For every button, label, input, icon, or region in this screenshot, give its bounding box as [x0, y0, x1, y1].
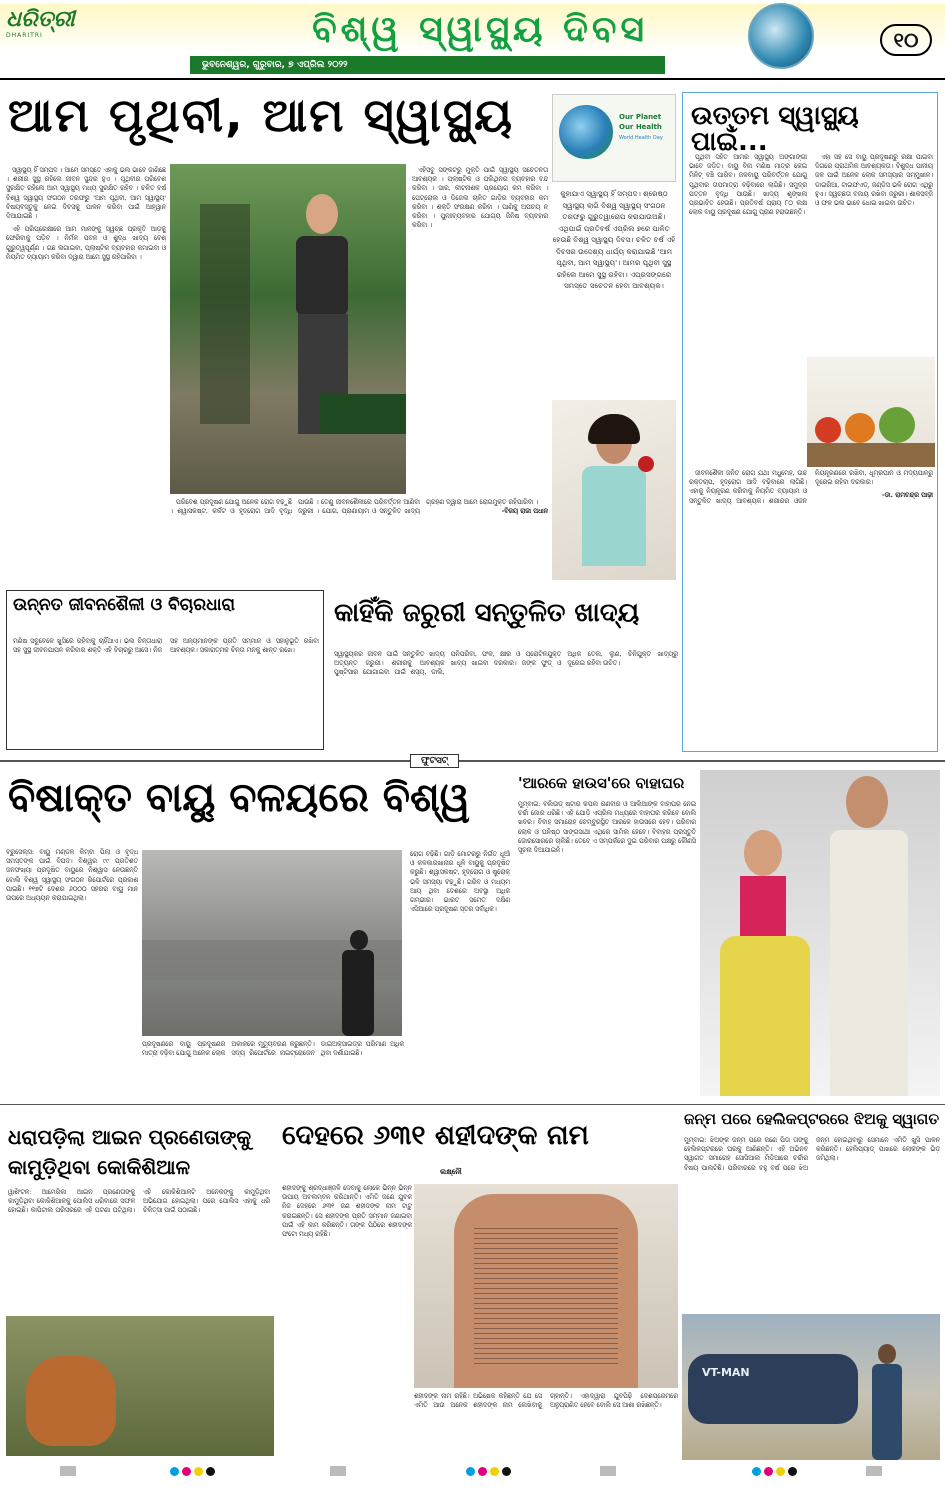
right-byline: -ଡା. ରାମଚନ୍ଦ୍ର ପାଢ଼ୀ: [881, 492, 933, 500]
poster-box: [552, 94, 676, 394]
lead-body-3: ଏହିସବୁ ସଙ୍କଟରୁ ମୁକ୍ତି ପାଇଁ ସ୍ୱାସ୍ଥ୍ୟ ସଚେତନତା ଆବଶ୍ୟକ । ପ୍ଲାଷ୍ଟିକ ଓ ପଲିଥିନର ବ୍ୟବହାର ବନ୍ଦ କରିବା । ସାର, କୀଟନାଶକ ପ୍ରୟୋଗ କମ କରିବା । ପେଟ୍ରୋଲ ଓ ଡିଜେଲ ଚାଳିତ ଗାଡ଼ିର ବ୍ୟବହାର କମ କରିବା । ଶକ୍ତି ସଂରକ୍ଷଣ କରିବା । ପାଣିକୁ ଅପଚୟ ନ କରିବା । ପୁନଃବ୍ୟବହାର ଯୋଗ୍ୟ ଜିନିଷ ବ୍ୟବହାର କରିବା ।: [412, 167, 548, 230]
lead-column-bottom: [170, 498, 548, 582]
right-headline: ଉତ୍ତମ ସ୍ୱାସ୍ଥ୍ୟ ପାଇଁ...: [691, 101, 859, 157]
dateline-bar: [190, 56, 665, 74]
lead-column-3: [412, 166, 548, 496]
tattoo-dateline: ଲକ୍ଷ୍ନୌ: [440, 1168, 462, 1176]
lead-photo-exercise: [170, 164, 406, 494]
page-number: ୧୦: [880, 24, 932, 56]
tattooed-back: [454, 1194, 638, 1388]
fox-figure: [26, 1356, 116, 1446]
heli-headline: ଜନ୍ମ ପରେ ହେଲିକପ୍ଟରରେ ଝିଅକୁ ସ୍ୱାଗତ: [684, 1110, 940, 1128]
fox-headline: ଧରାପଡ଼ିଲା ଆଇନ ପ୍ରଣେତାଙ୍କୁ କାମୁଡ଼ିଥିବା କୋକିଶିଆଳ: [8, 1125, 252, 1179]
poster-image: [552, 94, 676, 182]
lead-byline: -ବିଜୟ ରାଜା ପଧାନ: [501, 508, 548, 516]
lead-column-1: [6, 166, 166, 586]
logo-text: ଧରିତ୍ରୀ: [6, 6, 75, 32]
lifestyle-body: ମଣିଷ ସବୁବେଳେ ଖୁସିରେ ରହିବାକୁ ଚାହିଁଥାଏ। ଭଲ ଚିନ୍ତାଧାରା ସହ ସୁସ୍ଥ ଜୀବନଯାପନ କରିବାର ଶକ୍ତି ଏହି ବିଚାରରୁ ଆସେ। ନିଜ ସହ ଅନ୍ୟମାନଙ୍କ ପ୍ରତି ସମ୍ମାନ ଓ ସହାନୁଭୂତି ରଖିବା ଆବଶ୍ୟକ। ସକାରାତ୍ମକ ଚିନ୍ତା ମନକୁ ଶାନ୍ତ ରଖେ।: [13, 638, 319, 655]
vegetables-photo: [807, 357, 935, 467]
tattoo-body-1: ଶହୀଦଙ୍କୁ ଶ୍ରଦ୍ଧାଞ୍ଜଳି ଦେବାକୁ ଲୋକେ ଭିନ୍ନ ଭିନ୍ନ ଉପାୟ ଅବଲମ୍ବନ କରିଥାନ୍ତି। ଏମିତି ଜଣେ ଯୁବକ ନିଜ ଦେହରେ ୬୩୧ ଜଣ ଶହୀଦଙ୍କ ନାମ ଟାଟୁ କରାଇଛନ୍ତି। ସେ ଶହୀଦଙ୍କ ପ୍ରତି ସମ୍ମାନ ଜଣାଇବା ପାଇଁ ଏହି କାମ କରିଛନ୍ତି। ତାଙ୍କ ପିଠିରେ ଶହୀଦଙ୍କ ଫଟୋ ମଧ୍ୟ ରହିଛି।: [282, 1185, 412, 1239]
right-panel: [682, 92, 938, 752]
air-body-2: ରୋଗ ବଢ଼ିଛି। ଗାଡ଼ି ମୋଟରରୁ ନିର୍ଗତ ଧୂଆଁ ଓ କଳକାରଖାନାର ଧୂଳି ବାୟୁକୁ ପ୍ରଦୂଷିତ କରୁଛି। ଶ୍ୱାସକଷ୍ଟ, ହୃଦ୍‌ରୋଗ ଓ ଷ୍ଟ୍ରୋକ୍ ଭଳି ସମସ୍ୟା ବଢ଼ୁଛି। ଗରିବ ଓ ମଧ୍ୟମ ଆୟ ଥିବା ଦେଶରେ ଅବସ୍ଥା ଅଧିକ ଗମ୍ଭୀର। ଭାରତ ସମେତ ଦକ୍ଷିଣ ଏସିଆରେ ପ୍ରଦୂଷଣ ସ୍ତର ସର୍ବାଧିକ।: [410, 851, 510, 914]
tattoo-headline: ଦେହରେ ୬୩୧ ଶହୀଦଙ୍କ ନାମ: [282, 1120, 589, 1151]
heli-body: ମୁମ୍ବାଇ: ଝିଅଙ୍କ ଜନ୍ମ ପରେ ଜଣେ ପିତା ତାଙ୍କୁ ହେଲିକପ୍ଟରରେ ଘରକୁ ଆଣିଛନ୍ତି। ଏହି ଅଭିନବ ସ୍ୱାଗତ ସମାରୋହ ସୋସିଆଲ ମିଡିଆରେ ଚର୍ଚ୍ଚାର ବିଷୟ ପାଲଟିଛି। ପରିବାରରେ ବହୁ ବର୍ଷ ପରେ ଝିଅ ଜନ୍ମ ହୋଇଥିବାରୁ ସେମାନେ ଏମିତି ଖୁସି ପାଳନ କରିଛନ୍ତି। ହେଲିପ୍ୟାଡ୍ ପାଖରେ ଲୋକଙ୍କ ଭିଡ଼ ଜମିଥିଲା।: [684, 1137, 940, 1172]
woman-apple-photo: [552, 400, 676, 580]
man-figure: [822, 776, 914, 1096]
poster-line-2: Our Health: [619, 123, 662, 131]
air-body-3: ପ୍ରଦୂଷଣରେ ବାୟୁ ପ୍ରଦୂଷଣର ମାତ୍ରା ବଢ଼ିବା ଯୋଗୁ ଅନେକ ଲୋକ ଅକାଳରେ ମୃତ୍ୟୁବରଣ କରୁଛନ୍ତି। ସଦ୍ୟ ରିପୋର୍ଟରେ ନାଇଟ୍ରୋଜେନ ଡାଇଅକ୍ସାଇଡ୍‌ର ପରିମାଣ ଅଧିକ ଥିବା ଦର୍ଶାଯାଇଛି।: [142, 1041, 404, 1058]
park-bench: [320, 394, 406, 434]
globe-icon: [748, 3, 814, 69]
couple-photo: [700, 770, 940, 1096]
lead-body-1: ସ୍ୱାସ୍ଥ୍ୟ ହିଁ ସମ୍ପଦ । ଆମେ ସମସ୍ତେ ଏହାକୁ ଭଲ ଭାବେ ଜାଣିଛେ । ଶରୀର ସୁସ୍ଥ ରହିଲେ ଜୀବନ ସୁନ୍ଦର ହୁଏ । ପୃଥିବୀର ପରିବେଶ ସୁରକ୍ଷିତ ରହିଲେ ଆମ ସ୍ୱାସ୍ଥ୍ୟ ମଧ୍ୟ ସୁରକ୍ଷିତ ରହିବ । ଚଳିତ ବର୍ଷ ବିଶ୍ୱ ସ୍ୱାସ୍ଥ୍ୟ ସଂଗଠନ ତରଫରୁ 'ଆମ ପୃଥିବୀ, ଆମ ସ୍ୱାସ୍ଥ୍ୟ' ବିଷୟବସ୍ତୁକୁ ନେଇ ଦିବସକୁ ପାଳନ କରିବା ପାଇଁ ଆହ୍ୱାନ ଦିଆଯାଇଛି ।: [6, 167, 166, 221]
dateline: ଭୁବନେଶ୍ୱର, ଗୁରୁବାର, ୭ ଏପ୍ରିଲ ୨୦୨୨: [202, 60, 348, 70]
man-silhouette: [338, 930, 378, 1036]
smog-photo: [142, 850, 402, 1036]
celeb-headline: 'ଆରକେ ହାଉସ'ରେ ବାହାଘର: [518, 774, 685, 792]
band-label: ଫୁଟସଟ୍: [410, 754, 459, 768]
planet-stethoscope-icon: [559, 105, 613, 159]
logo: [6, 6, 76, 46]
right-body-3: ଜୀବନଶୈଳୀ ଜନିତ ରୋଗ ଯଥା ମଧୁମେହ, ଉଚ୍ଚ ରକ୍ତଚାପ, ହୃଦ୍‌ରୋଗ ଆଦି ବଢ଼ିବାରେ ଲାଗିଛି। ଏହାକୁ ନିୟନ୍ତ୍ରଣ କରିବାକୁ ନିୟମିତ ବ୍ୟାୟାମ ଓ ସନ୍ତୁଳିତ ଖାଦ୍ୟ ଆବଶ୍ୟକ। ଶରୀରର ଓଜନ ନିୟନ୍ତ୍ରଣରେ ରଖିବା, ଧୂମ୍ରପାନ ଓ ମଦ୍ୟପାନରୁ ଦୂରେଇ ରହିବା ଦରକାର।: [689, 470, 933, 505]
right-text-bottom: [689, 469, 933, 747]
masthead-rule: [0, 78, 945, 80]
fox-photo: [6, 1316, 274, 1456]
fox-body: ୱାଶିଂଟନ: ଆମେରିକା ଆଇନ ପ୍ରଣେତାଙ୍କୁ କାମୁଡ଼ିଥିବା କୋକିଶିଆଳକୁ ପୋଲିସ ଧରିବାରେ ସଫଳ ହୋଇଛି। କାପିଟାଲ ପରିସରରେ ଏହି ଘଟଣା ଘଟିଥିଲା। ଏହି କୋକିଶିଆଳଟି ଅନେକଙ୍କୁ କାମୁଡ଼ିଥିବା ଅଭିଯୋଗ ହୋଇଥିଲା। ପରେ ପୋଲିସ ଏହାକୁ ଧରି ଚିକିତ୍ସା ପାଇଁ ପଠାଇଛି।: [8, 1189, 270, 1215]
right-body-1: ପୃଥିବୀ ସହିତ ଆମର ସ୍ୱାସ୍ଥ୍ୟ ଅଙ୍ଗାଙ୍ଗୀ ଭାବେ ଜଡ଼ିତ। ବାୟୁ ବିନା ମଣିଷ ମାତ୍ର କେଇ ମିନିଟ୍ ବଞ୍ଚି ପାରିବ। ଜଳବାୟୁ ପରିବର୍ତ୍ତନ ଯୋଗୁ ପୃଥିବୀର ତାପମାତ୍ରା ବଢ଼ିବାରେ ଲାଗିଛି। ସମୁଦ୍ର ପତ୍ତନ ବୃଦ୍ଧି ପାଉଛି। ଖାଦ୍ୟ ଶୃଙ୍ଖଳା ପ୍ରଭାବିତ ହେଉଛି। ପ୍ରତିବର୍ଷ ପ୍ରାୟ ୮୦ ଲକ୍ଷ ଲୋକ ବାୟୁ ପ୍ରଦୂଷଣ ଯୋଗୁ ପ୍ରାଣ ହରାଉଛନ୍ତି।: [689, 154, 807, 217]
helicopter-photo: [682, 1314, 940, 1460]
box-text: କୁହାଯାଏ ସ୍ୱାସ୍ଥ୍ୟ ହିଁ ସମ୍ପଦ। ଶ୍ରେଷ୍ଠ ସ୍ୱାସ୍ଥ୍ୟ ଲାଗି ବିଶ୍ୱ ସ୍ୱାସ୍ଥ୍ୟ ସଂଗଠନ ତରଫରୁ ଗୁରୁତ୍ୱାରୋପ କରାଯାଉଅଛି। ଏଥିପାଇଁ ପ୍ରତିବର୍ଷ ଏପ୍ରିଲ ୭ରେ ପାଳିତ ହେଉଛି ବିଶ୍ୱ ସ୍ୱାସ୍ଥ୍ୟ ଦିବସ। ଚଳିତ ବର୍ଷ ଏହି ଦିବସର ଉଦ୍ଦେଶ୍ୟ ଧାର୍ଯ୍ୟ କରାଯାଇଛି 'ଆମ ପୃଥିବୀ, ଆମ ସ୍ୱାସ୍ଥ୍ୟ'। ଆମର ପୃଥିବୀ ସୁସ୍ଥ ରହିଲେ ଆମେ ସୁସ୍ଥ ରହିବା। ଏପ୍ରସଙ୍ଗରେ ସମସ୍ତେ ସଚେତନ ହେବା ଆବଶ୍ୟକ।: [552, 189, 676, 290]
lead-headline: ଆମ ପୃଥିବୀ, ଆମ ସ୍ୱାସ୍ଥ୍ୟ: [8, 88, 515, 142]
heli-reg: VT-MAN: [702, 1366, 750, 1379]
lifestyle-headline: ଉନ୍ନତ ଜୀବନଶୈଳୀ ଓ ବିଚାରଧାରା: [13, 595, 236, 615]
celeb-body: ମୁମ୍ବାଇ: ବଲିଉଡ୍ ଷ୍ଟାର କପଲ ରଣବୀର ଓ ଆଲିଆଙ୍କ ବାହାଘର ନେଇ ଚର୍ଚ୍ଚା ଜୋର ଧରିଛି। ଏହି ଯୋଡ଼ି ଏପ୍ରିଲ ମଧ୍ୟରେ ବାହାଘର କରିବେ ବୋଲି ଖବର। ବିବାହ ସମାରୋହ ଚେମ୍ବୁରସ୍ଥିତ ଆରକେ ହାଉସରେ ହେବ। ପରିବାର ଲୋକ ଓ ଘନିଷ୍ଠ ସାଙ୍ଗସାଥୀ ଏଥିରେ ସାମିଲ ହେବେ। ବିବାହର ପ୍ରସ୍ତୁତି ଜୋରସୋରରେ ଚାଲିଛି। ତେବେ ଏ ସମ୍ପର୍କରେ ଦୁଇ ପରିବାର ପକ୍ଷରୁ କୌଣସି ସୂଚନା ଦିଆଯାଇନି।: [518, 801, 696, 855]
lifestyle-box: [6, 590, 324, 750]
logo-sub: DHARITRI: [6, 32, 43, 39]
lead-body-4: ପରିବେଶ ପ୍ରଦୂଷଣ ଯୋଗୁ ଅନେକ ରୋଗ ବଢ଼ୁଛି । ଶ୍ୱାସକଷ୍ଟ, କର୍କଟ ଓ ହୃଦ୍‌ରୋଗ ଆଦି ବୃଦ୍ଧି ପାଉଛି । ତେଣୁ ଜୀବନଶୈଳୀରେ ପରିବର୍ତ୍ତନ ଆଣିବା ଜରୁରୀ । ଯୋଗ, ପ୍ରାଣାୟାମ ଓ ସନ୍ତୁଳିତ ଖାଦ୍ୟ ଗ୍ରହଣ ଦ୍ୱାରା ଆମେ ରୋଗମୁକ୍ତ ରହିପାରିବା ।: [170, 499, 539, 516]
tattoo-back-photo: [414, 1184, 678, 1388]
diet-headline: କାହିଁକି ଜରୁରୀ ସନ୍ତୁଳିତ ଖାଦ୍ୟ: [334, 598, 640, 628]
right-body-2: ଏହା ସହ ସେ ବାୟୁ ପ୍ରଦୂଷଣରୁ ରକ୍ଷା ପାଇବା ଦିଗରେ ପ୍ରାଥମିକ ଆବଶ୍ୟକତା। ବିଶୁଦ୍ଧ ପାନୀୟ ଜଳ ପାଇଁ ଅନେକ ଲୋକ ସମସ୍ୟାର ସମ୍ମୁଖୀନ। ଡାଇରିଆ, ଟାଇଫଏଡ୍, ଜଣ୍ଡିସ ଭଳି ରୋଗ ଏଥିରୁ ହୁଏ। ସ୍ୱଚ୍ଛତା ବଜାୟ ରଖିବା ଜରୁରୀ। ଶାକସବ୍ଜି ଓ ଫଳ ଭଲ ଭାବେ ଧୋଇ ଖାଇବା ଉଚିତ।: [815, 154, 933, 208]
air-headline: ବିଷାକ୍ତ ବାୟୁ ବଳୟରେ ବିଶ୍ୱ: [8, 775, 470, 821]
bottom-rule: [0, 1104, 945, 1105]
section-title: ବିଶ୍ୱ ସ୍ୱାସ୍ଥ୍ୟ ଦିବସ: [312, 9, 648, 50]
air-body-1: ବ୍ରୁସେଲ୍ସ: ବାୟୁ ମଣ୍ଡଳ କିମ୍ବା ପିଲା ଓ ବୃଦ୍ଧ ସମସ୍ତଙ୍କ ପାଇଁ ବିପଦ। ବିଶ୍ୱର ୯୯ ପ୍ରତିଶତ ଜନସଂଖ୍ୟା ପ୍ରଦୂଷିତ ବାୟୁରେ ନିଶ୍ୱାସ ନେଉଛନ୍ତି ବୋଲି ବିଶ୍ୱ ସ୍ୱାସ୍ଥ୍ୟ ସଂଗଠନ ରିପୋର୍ଟରେ ପ୍ରକାଶ ପାଇଛି। ୧୧୭ଟି ଦେଶର ୬୦୦୦ ସହରର ବାୟୁ ମାନ ଉପରେ ଅଧ୍ୟୟନ କରାଯାଇଥିଲା।: [6, 849, 138, 903]
apple-icon: [638, 456, 654, 472]
diet-body: ସ୍ୱାସ୍ଥ୍ୟକର ଜୀବନ ପାଇଁ ସନ୍ତୁଳିତ ଖାଦ୍ୟ ଅତ୍ୟନ୍ତ ଜରୁରୀ। ଶରୀରକୁ ଆବଶ୍ୟକ ପୁଷ୍ଟିସାର ଯୋଗାଇବା ପାଇଁ ଶସ୍ୟ, ଡାଲି, ପନିପରିବା, ଫଳ, କ୍ଷୀର ଓ ପ୍ରୋଟିନଯୁକ୍ତ ଖାଦ୍ୟ ଖାଇବା ଦରକାର। ଜଙ୍କ ଫୁଡ୍ ଓ ଅଧିକ ତେଲ, ଲୁଣ, ଚିନିଯୁକ୍ତ ଖାଦ୍ୟରୁ ଦୂରେଇ ରହିବା ଉଚିତ।: [334, 651, 678, 677]
man-with-baby: [868, 1344, 906, 1460]
tattoo-body-2: ଶହୀଦଙ୍କ ନାମ ରହିଛି। ଅଭିଷେକ କହିଛନ୍ତି ଯେ ସେ ଏମିତି ଆଉ ଅନେକ ଶହୀଦଙ୍କ ନାମ ଲେଖିବାକୁ ଚାହାନ୍ତି। ଏହାଦ୍ୱାରା ଯୁବପିଢ଼ି ଦେଶପ୍ରେମରେ ଅନୁପ୍ରାଣିତ ହେବେ ବୋଲି ସେ ଆଶା ରଖିଛନ୍ତି।: [414, 1393, 678, 1410]
woman-figure-saree: [714, 830, 814, 1096]
poster-line-1: Our Planet: [619, 113, 662, 121]
poster-line-3: World Health Day: [619, 135, 663, 141]
masthead: [0, 0, 945, 80]
helicopter-body: [688, 1354, 858, 1424]
band-rule: [0, 760, 945, 762]
lead-body-2: ଏହି ପରିପ୍ରେକ୍ଷୀରେ ଆମ ମାନଙ୍କୁ ସ୍ୱଚ୍ଛ ପ୍ରକୃତି ଆଡ଼କୁ ଫେରିବାକୁ ପଡ଼ିବ । ନିର୍ମଳ ପବନ ଓ ଶୁଦ୍ଧ ଖାଦ୍ୟ ବେଶ୍ ଗୁରୁତ୍ୱପୂର୍ଣ୍ଣ । ଗଛ ଲଗାଇବା, ପ୍ଲାଷ୍ଟିକ ବ୍ୟବହାର କମାଇବା ଓ ନିୟମିତ ବ୍ୟାୟାମ କରିବା ଦ୍ୱାରା ଆମେ ସୁସ୍ଥ ରହିପାରିବା ।: [6, 226, 166, 261]
